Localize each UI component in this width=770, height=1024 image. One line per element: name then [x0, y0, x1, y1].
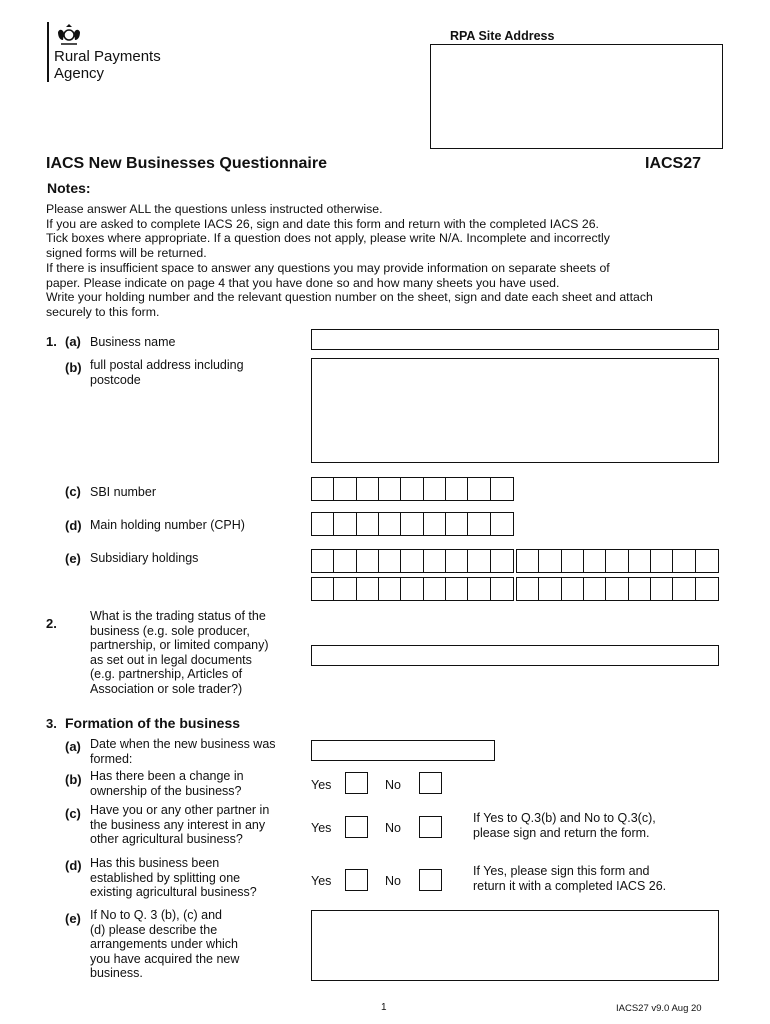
q1-number: 1.: [46, 334, 57, 349]
q3c-note: [473, 811, 656, 840]
q3e-label-line: (d) please describe the: [90, 922, 218, 937]
q3a-label-line: formed:: [90, 751, 133, 766]
q3e-letter: (e): [65, 911, 81, 926]
q3d-note-line: If Yes, please sign this form and: [473, 864, 650, 878]
q3d-note: [473, 864, 666, 893]
subsidiary-holding-input-2[interactable]: [516, 549, 719, 573]
q3e-label: [90, 908, 239, 981]
q1b-label-line1: full postal address including: [90, 358, 244, 372]
notes-line: Tick boxes where appropriate. If a question does not apply, please write N/A. Incomplete and incorrectly: [46, 231, 610, 246]
logo: [47, 22, 187, 82]
org-name-line2: Agency: [54, 65, 105, 82]
form-code: IACS27: [645, 155, 702, 172]
formation-date-input[interactable]: [311, 740, 495, 761]
q2-label-line: as set out in legal documents: [90, 652, 252, 667]
q3d-letter: (d): [65, 858, 82, 873]
q3a-label-line: Date when the new business was: [90, 737, 276, 751]
q1a-letter: (a): [65, 334, 81, 349]
q2-number: 2.: [46, 616, 57, 631]
postal-address-input[interactable]: [311, 358, 719, 463]
q1e-letter: (e): [65, 551, 81, 566]
q3b-no-checkbox[interactable]: [419, 772, 442, 794]
royal-crest-icon: [55, 23, 83, 47]
q3d-no-label: No: [385, 874, 401, 888]
trading-status-input[interactable]: [311, 645, 719, 666]
q3b-yes-checkbox[interactable]: [345, 772, 368, 794]
q3d-note-line: return it with a completed IACS 26.: [473, 878, 667, 893]
subsidiary-holding-input-3[interactable]: [311, 577, 514, 601]
q3d-yes-checkbox[interactable]: [345, 869, 368, 891]
subsidiary-holding-input-4[interactable]: [516, 577, 719, 601]
q1b-label-line2: postcode: [90, 373, 141, 387]
q1e-label: Subsidiary holdings: [90, 551, 199, 565]
notes-heading: Notes:: [47, 180, 91, 196]
q3c-label-line: other agricultural business?: [90, 832, 243, 846]
q3c-yes-label: Yes: [311, 821, 332, 835]
q3c-yes-checkbox[interactable]: [345, 816, 368, 838]
q3-heading: Formation of the business: [65, 715, 241, 731]
q3a-letter: (a): [65, 739, 81, 754]
q1d-letter: (d): [65, 518, 82, 533]
page-title: IACS New Businesses Questionnaire: [46, 155, 327, 172]
page-number: 1: [381, 1002, 387, 1013]
notes-line: Please answer ALL the questions unless instructed otherwise.: [46, 202, 383, 216]
notes-line: signed forms will be returned.: [46, 246, 207, 261]
rpa-site-address-label: RPA Site Address: [450, 29, 555, 43]
org-name-line1: Rural Payments: [54, 48, 161, 65]
q3c-letter: (c): [65, 806, 81, 821]
q3d-label: [90, 856, 257, 900]
q3c-label-line: Have you or any other partner in: [90, 803, 270, 817]
q1c-letter: (c): [65, 484, 81, 499]
q2-label-line: What is the trading status of the: [90, 609, 266, 623]
business-name-input[interactable]: [311, 329, 719, 350]
cph-number-input[interactable]: [311, 512, 514, 536]
q3c-no-checkbox[interactable]: [419, 816, 442, 838]
q3d-label-line: existing agricultural business?: [90, 885, 257, 899]
sbi-number-input[interactable]: [311, 477, 514, 501]
q1b-letter: (b): [65, 360, 82, 375]
logo-divider: [47, 22, 49, 82]
subsidiary-holding-input-1[interactable]: [311, 549, 514, 573]
q3-number: 3.: [46, 716, 57, 731]
q2-label: [90, 609, 269, 696]
notes-line: paper. Please indicate on page 4 that you have done so and how many sheets you have used.: [46, 275, 560, 290]
q3d-no-checkbox[interactable]: [419, 869, 442, 891]
q3d-yes-label: Yes: [311, 874, 332, 888]
q3c-label-line: the business any interest in any: [90, 817, 266, 832]
notes-line: If there is insufficient space to answer any questions you may provide information on separate sheets of: [46, 260, 610, 275]
q3b-no-label: No: [385, 778, 401, 792]
q3e-label-line: business.: [90, 966, 143, 980]
notes-text: [46, 202, 736, 320]
q3c-note-line: If Yes to Q.3(b) and No to Q.3(c),: [473, 811, 656, 825]
rpa-site-address-box[interactable]: [430, 44, 723, 149]
q3b-yes-label: Yes: [311, 778, 332, 792]
q1c-label: SBI number: [90, 485, 157, 499]
q2-label-line: partnership, or limited company): [90, 638, 269, 652]
notes-line: securely to this form.: [46, 304, 160, 319]
notes-line: Write your holding number and the relevant question number on the sheet, sign and date each sheet and attach: [46, 290, 653, 305]
q3c-no-label: No: [385, 821, 401, 835]
q3c-label: [90, 803, 269, 847]
q3e-label-line: arrangements under which: [90, 937, 238, 951]
q1a-label: Business name: [90, 335, 176, 349]
acquisition-arrangements-input[interactable]: [311, 910, 719, 981]
q1d-label: Main holding number (CPH): [90, 518, 245, 532]
q3c-note-line: please sign and return the form.: [473, 825, 650, 840]
q3b-label: [90, 769, 244, 798]
q2-label-line: Association or sole trader?): [90, 681, 243, 696]
q2-label-line: (e.g. partnership, Articles of: [90, 667, 243, 681]
notes-line: If you are asked to complete IACS 26, sign and date this form and return with the completed IACS 26.: [46, 216, 599, 231]
q3b-label-line: ownership of the business?: [90, 783, 242, 798]
q3d-label-line: Has this business been: [90, 856, 220, 870]
form-version: IACS27 v9.0 Aug 20: [616, 1003, 702, 1014]
q3b-letter: (b): [65, 772, 82, 787]
q3e-label-line: you have acquired the new: [90, 951, 240, 966]
q3b-label-line: Has there been a change in: [90, 769, 244, 783]
q3e-label-line: If No to Q. 3 (b), (c) and: [90, 908, 222, 922]
q2-label-line: business (e.g. sole producer,: [90, 623, 250, 638]
q3d-label-line: established by splitting one: [90, 870, 241, 885]
q3a-label: [90, 737, 276, 766]
